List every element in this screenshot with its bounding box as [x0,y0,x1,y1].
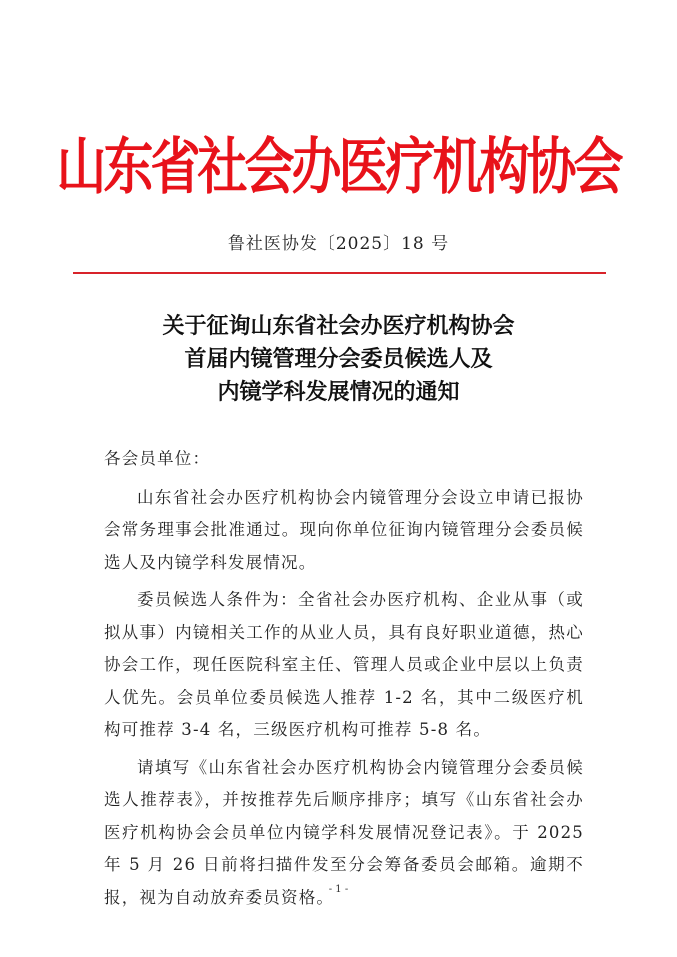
paragraph-submission-instructions: 请填写《山东省社会办医疗机构协会内镜管理分会委员候选人推荐表》，并按推荐先后顺序排序；填写《山东省社会办医疗机构协会会员单位内镜学科发展情况登记表》。于 2025 年 5 月 26 日前将扫描件发至分会筹备委员会邮箱。逾期不报，视为自动放弃委员资格。 [104,757,584,907]
title-line-3: 内镜学科发展情况的通知 [217,380,460,405]
notice-body [104,443,584,919]
paragraph-candidate-criteria: 委员候选人条件为：全省社会办医疗机构、企业从事（或拟从事）内镜相关工作的从业人员，具有良好职业道德，热心协会工作，现任医院科室主任、管理人员或企业中层以上负责人优先。会员单位委员候选人推荐 1-2 名，其中二级医疗机构可推荐 3-4 名，三级医疗机构可推荐 5-8 名。 [104,590,584,739]
document-number: 鲁社医协发〔2025〕18 号 [227,234,450,254]
salutation: 各会员单位： [104,449,211,468]
title-line-1: 关于征询山东省社会办医疗机构协会 [162,314,515,339]
title-line-2: 首届内镜管理分会委员候选人及 [184,347,493,372]
notice-title [0,310,677,409]
masthead-org-name: 山东省社会办医疗机构协会 [56,130,621,203]
paragraph-approval: 山东省社会办医疗机构协会内镜管理分会设立申请已报协会常务理事会批准通过。现向你单位征询内镜管理分会委员候选人及内镜学科发展情况。 [104,487,584,572]
page-number: - 1 - [328,884,349,895]
red-divider-rule [73,272,606,274]
